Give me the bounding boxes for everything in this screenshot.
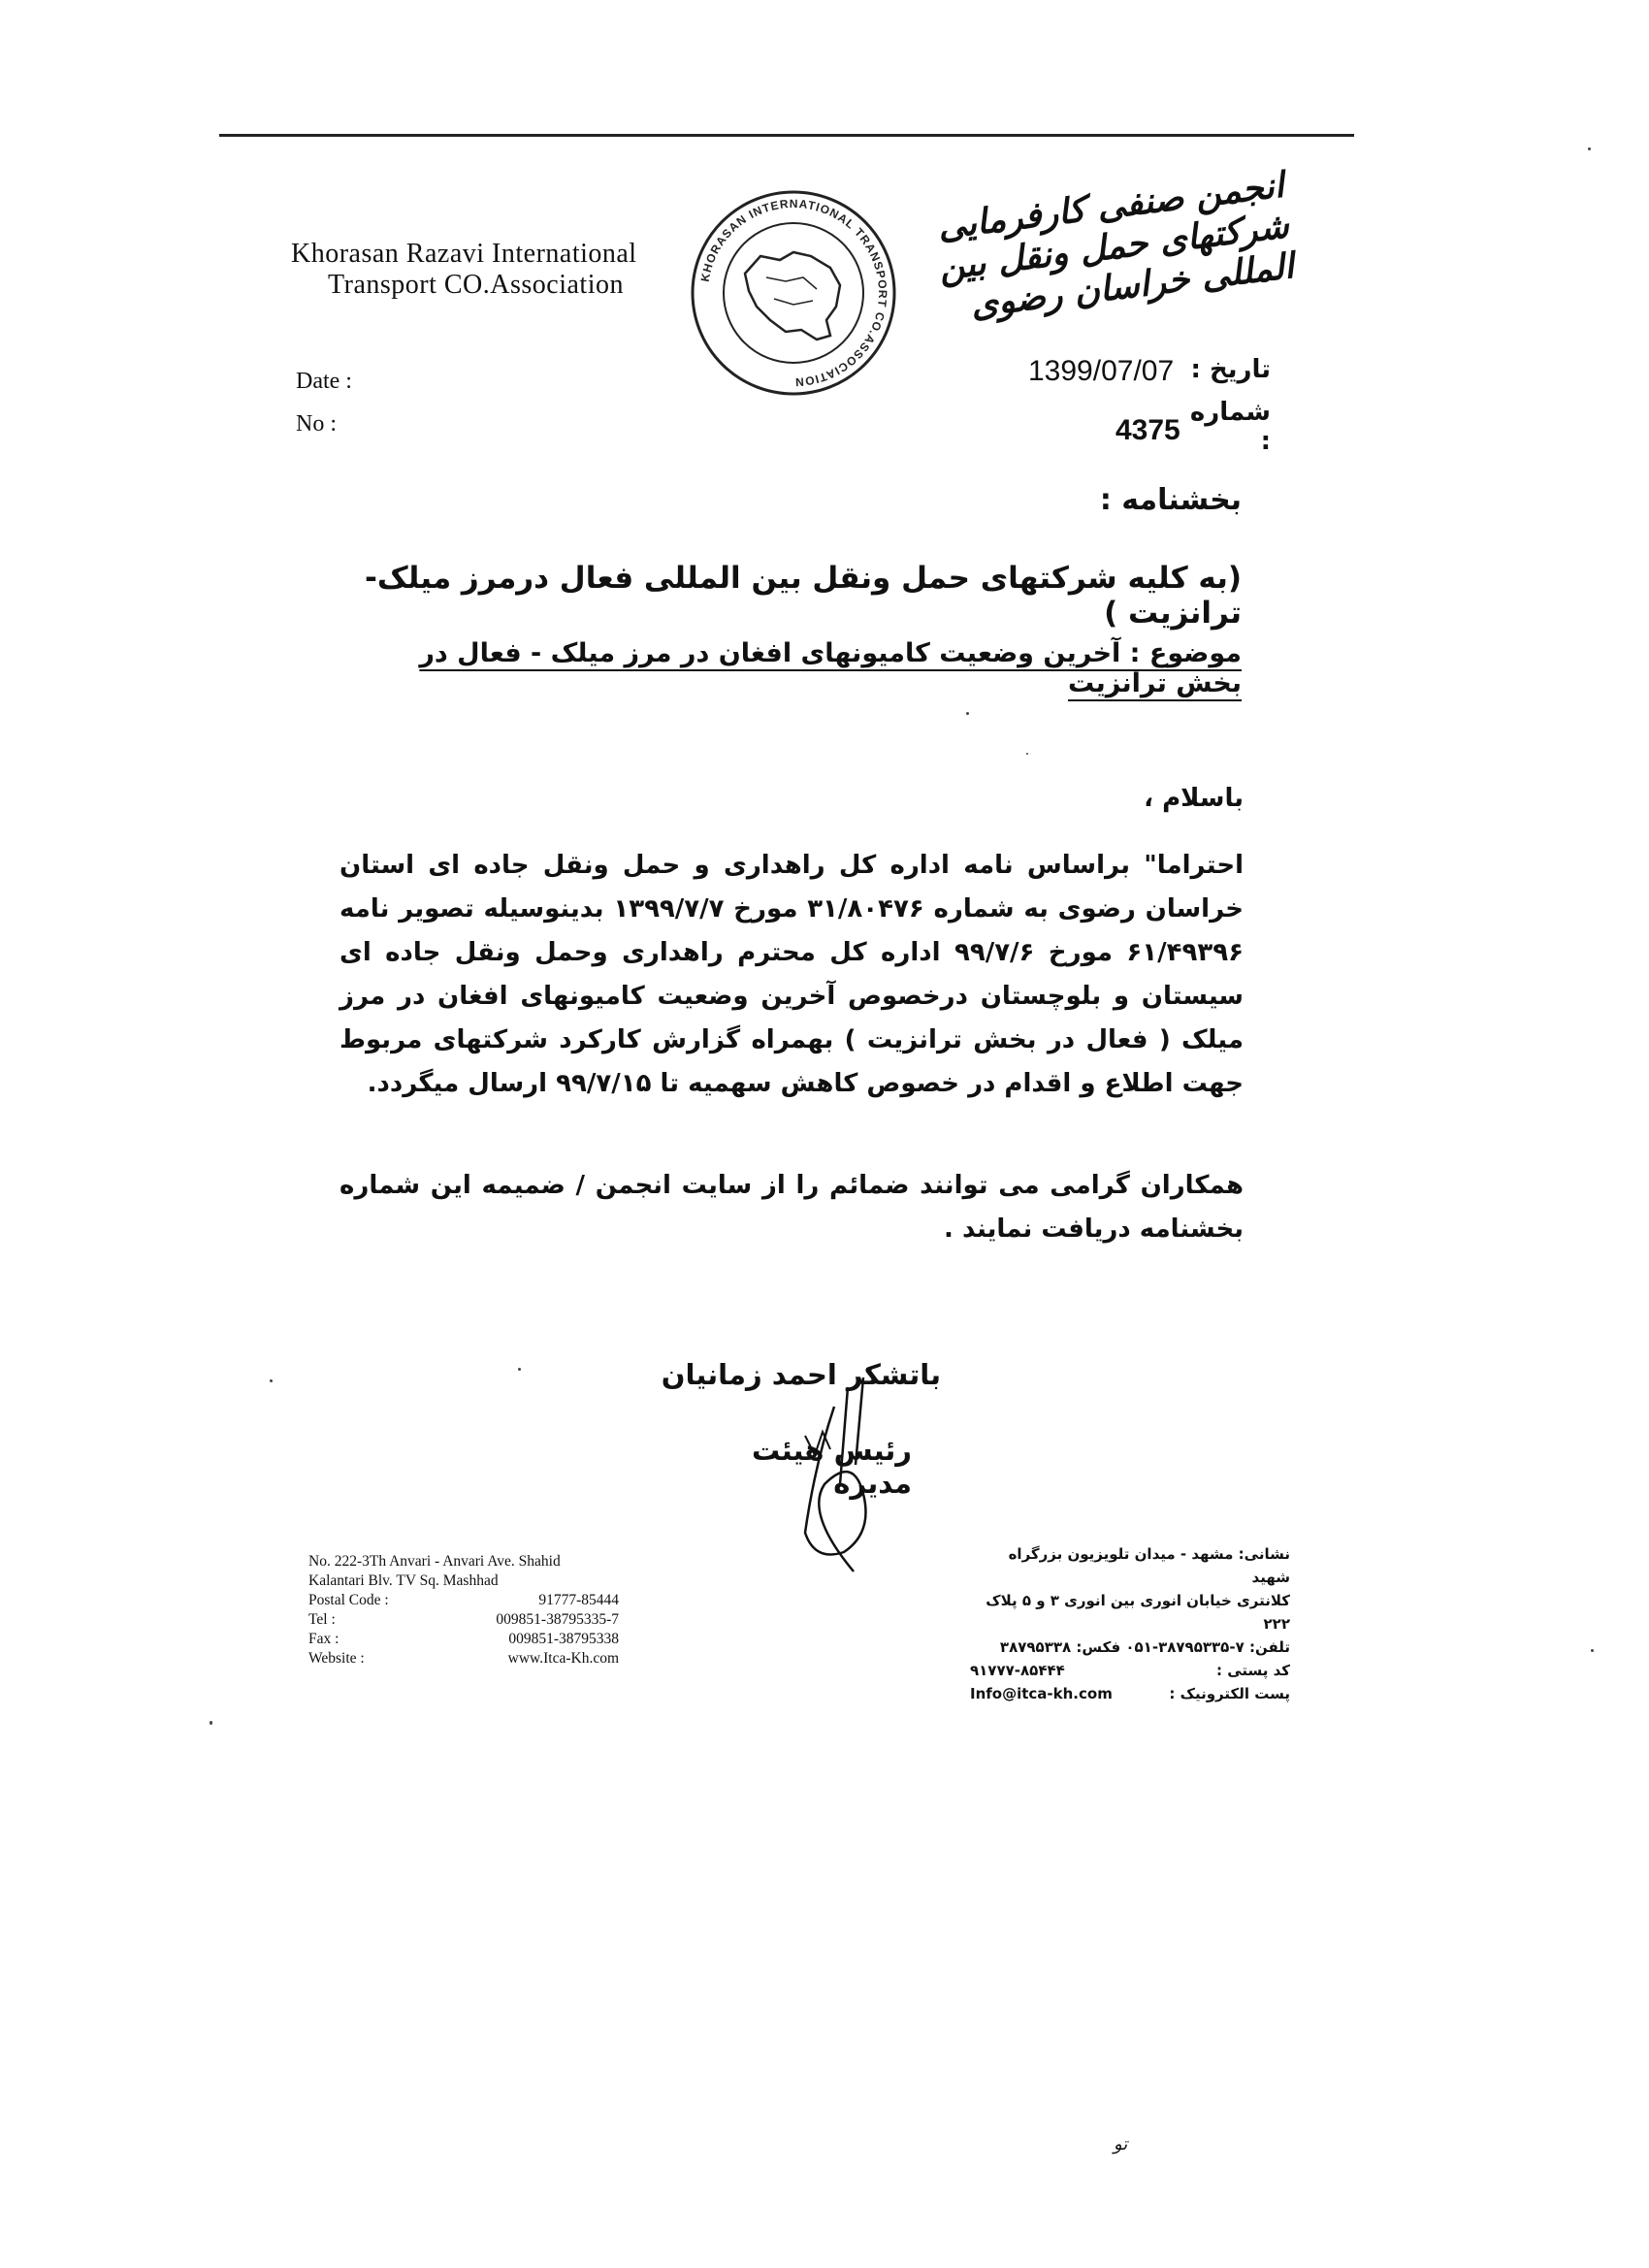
org-name-en-line2: Transport CO.Association: [328, 270, 624, 300]
body-paragraph-2: همکاران گرامی می توانند ضمائم را از سایت انجمن / ضمیمه این شماره بخشنامه دریافت نمایند .: [340, 1171, 1244, 1244]
scan-speck: [270, 1379, 273, 1382]
tel-value-en: 009851-38795335-7: [496, 1611, 619, 1628]
body-paragraph-1: احتراما" براساس نامه اداره کل راهداری و حمل ونقل جاده ای استان خراسان رضوی به شماره ۳۱/۸۰۴۷۶ مورخ ۱۳۹۹/۷/۷ بدینوسیله تصویر نامه ۶۱/۴۹۳۹۶ مورخ ۹۹/۷/۶ اداره کل محترم راهداری وحمل ونقل جاده ای سیستان و بلوچستان درخصوص آخرین وضعیت کامیونهای افغان در مرز میلک ( فعال در بخش ترانزیت ) بهمراه گزارش کارکرد شرکتهای مربوط جهت اطلاع و اقدام در خصوص کاهش سهمیه تا ۹۹/۷/۱۵ ارسال میگردد.: [340, 851, 1245, 1098]
header-rule: [219, 134, 1354, 137]
date-label-fa: تاریخ :: [1190, 355, 1271, 384]
handwritten-signature: [747, 1348, 902, 1581]
org-name-fa: انجمن صنفی کارفرمایی شرکتهای حمل ونقل بین المللی خراسان رضوی: [935, 164, 1297, 326]
email-value: Info@itca-kh.com: [970, 1685, 1113, 1702]
number-label-fa: شماره :: [1189, 398, 1271, 456]
footer-address-en-line2: Kalantari Blv. TV Sq. Mashhad: [308, 1572, 499, 1589]
signer-title: رئیس هیئت مدیره: [752, 1434, 912, 1500]
scan-speck: [1026, 753, 1028, 755]
footer-website-row: [308, 1649, 619, 1669]
postal-value-en: 91777-85444: [538, 1592, 619, 1608]
org-name-en: [291, 239, 637, 301]
greeting: باسلام ،: [1144, 784, 1244, 813]
postal-label-fa: کد پستی :: [1215, 1662, 1290, 1679]
scan-speck: [966, 712, 969, 715]
scan-speck: [1591, 1649, 1594, 1652]
scan-speck: [518, 1368, 521, 1371]
fax-value-en: 009851-38795338: [508, 1631, 619, 1647]
signature-closing: باتشکر: [846, 1358, 941, 1391]
scan-speck: [210, 1721, 212, 1725]
footnote-mark: تو: [1114, 2134, 1128, 2155]
signer-name: احمد زمانیان: [661, 1358, 837, 1391]
date-value: 1399/07/07: [1028, 355, 1175, 387]
circular-label: بخشنامه :: [1099, 483, 1242, 517]
no-label-en: No :: [296, 411, 337, 437]
footer-contact-en: [308, 1552, 619, 1669]
footer-postal-fa-row: [970, 1659, 1290, 1682]
footer-postal-row: [308, 1591, 619, 1610]
number-value: 4375: [1116, 414, 1180, 446]
footer-fax-row: [308, 1630, 619, 1649]
email-label-fa: پست الکترونیک :: [1169, 1685, 1290, 1702]
postal-label-en: Postal Code :: [308, 1592, 389, 1608]
footer-phone-fa: تلفن: ۷-۳۸۷۹۵۳۳۵-۰۵۱ فکس: ۳۸۷۹۵۳۳۸: [999, 1638, 1290, 1656]
footer-contact-fa: [970, 1542, 1290, 1705]
scan-speck: [1588, 147, 1591, 150]
tel-label-en: Tel :: [308, 1611, 336, 1628]
postal-value-fa: ۹۱۷۷۷-۸۵۴۴۴: [970, 1662, 1065, 1679]
website-label-en: Website :: [308, 1650, 365, 1667]
subject-line: موضوع : آخرین وضعیت کامیونهای افغان در مرز میلک - فعال در بخش ترانزیت: [419, 638, 1242, 698]
website-value-en: www.Itca-Kh.com: [507, 1650, 619, 1667]
org-name-en-line1: Khorasan Razavi International: [291, 239, 637, 269]
footer-email-fa-row: [970, 1682, 1290, 1705]
footer-address-fa-line2: کلانتری خیابان انوری بین انوری ۳ و ۵ پلاک ۲۲۲: [986, 1592, 1290, 1633]
footer-address-en-line1: No. 222-3Th Anvari - Anvari Ave. Shahid: [308, 1553, 561, 1570]
footer-address-fa-line1: نشانی: مشهد - میدان تلویزیون بزرگراه شهید: [1008, 1545, 1290, 1586]
seal-ring-text: KHORASAN INTERNATIONAL TRANSPORT CO.ASSOCIATION: [697, 196, 890, 390]
footer-tel-row: [308, 1610, 619, 1630]
date-label-en: Date :: [296, 369, 352, 394]
fax-label-en: Fax :: [308, 1631, 340, 1647]
recipient-line: (به کلیه شرکتهای حمل ونقل بین المللی فعال درمرز میلک-ترانزیت ): [365, 561, 1242, 631]
